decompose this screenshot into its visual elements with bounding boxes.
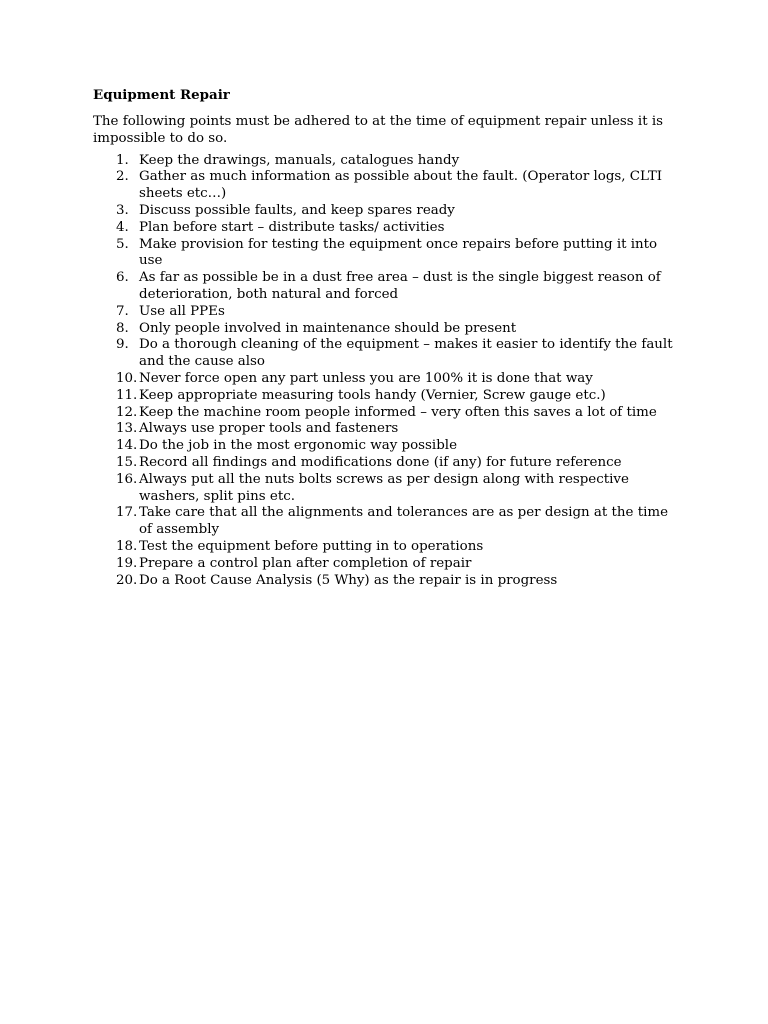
list-item [93, 321, 683, 338]
list-item-text: Never force open any part unless you are 100% it is done that way [139, 370, 593, 386]
list-item-number: 19. [116, 555, 138, 571]
list-item [93, 505, 683, 539]
list-item [93, 405, 683, 422]
list-item [93, 472, 683, 506]
list-item [93, 169, 683, 203]
list-item-text: Gather as much information as possible about the fault. (Operator logs, CLTI sheets etc…) [139, 169, 663, 202]
list-item-text: Use all PPEs [139, 303, 225, 319]
list-item [93, 270, 683, 304]
list-item [93, 237, 683, 271]
list-item [93, 573, 683, 590]
list-item-text: Make provision for testing the equipment once repairs before putting it into use [139, 236, 658, 269]
list-item [93, 337, 683, 371]
list-item-number: 18. [116, 538, 138, 554]
list-item-text: Keep the machine room people informed – very often this saves a lot of time [139, 404, 657, 420]
list-item-text: Always use proper tools and fasteners [139, 421, 399, 437]
list-item-number: 13. [116, 421, 138, 437]
list-item-number: 12. [116, 404, 138, 420]
list-item-text: Always put all the nuts bolts screws as per design along with respective washers, split pins etc. [139, 471, 629, 504]
list-item [93, 539, 683, 556]
list-item-number: 9. [116, 337, 129, 353]
list-item-text: Only people involved in maintenance should be present [139, 320, 517, 336]
list-item-number: 15. [116, 454, 138, 470]
list-item [93, 304, 683, 321]
list-item [93, 388, 683, 405]
list-item [93, 455, 683, 472]
intro-paragraph: The following points must be adhered to at the time of equipment repair unless it is impossible to do so. [93, 114, 664, 146]
list-item-text: Record all findings and modifications done (if any) for future reference [139, 454, 622, 470]
list-item [93, 421, 683, 438]
list-item [93, 153, 683, 170]
list-item-text: Plan before start – distribute tasks/ activities [139, 219, 445, 235]
list-item-number: 5. [116, 236, 129, 252]
list-item-number: 6. [116, 270, 129, 286]
list-item-text: Do a Root Cause Analysis (5 Why) as the repair is in progress [139, 572, 558, 588]
document-title: Equipment Repair [93, 87, 230, 103]
list-item-text: Keep appropriate measuring tools handy (Vernier, Screw gauge etc.) [139, 387, 606, 403]
list-item-number: 8. [116, 320, 129, 336]
list-item-number: 14. [116, 438, 138, 454]
list-item [93, 371, 683, 388]
list-item-number: 11. [116, 387, 138, 403]
list-item-text: Prepare a control plan after completion of repair [139, 555, 472, 571]
list-item-number: 20. [116, 572, 138, 588]
list-item-text: Take care that all the alignments and tolerances are as per design at the time of assembly [139, 505, 669, 538]
list-item-text: Discuss possible faults, and keep spares ready [139, 202, 455, 218]
list-item-number: 17. [116, 505, 138, 521]
list-item [93, 220, 683, 237]
list-item [93, 556, 683, 573]
list-item-text: Do the job in the most ergonomic way possible [139, 438, 457, 454]
repair-steps-list [93, 153, 683, 590]
list-item-text: Do a thorough cleaning of the equipment – makes it easier to identify the fault and the cause also [139, 337, 673, 370]
list-item-number: 1. [116, 152, 129, 168]
document-body [93, 86, 683, 589]
list-item-text: Test the equipment before putting in to operations [139, 538, 484, 554]
list-item-number: 16. [116, 471, 138, 487]
list-item-number: 3. [116, 202, 129, 218]
list-item-text: As far as possible be in a dust free area – dust is the single biggest reason of deterioration, both natural and forced [139, 270, 661, 302]
list-item-number: 2. [116, 169, 129, 185]
list-item-number: 4. [116, 219, 129, 235]
list-item [93, 438, 683, 455]
list-item-text: Keep the drawings, manuals, catalogues handy [139, 152, 460, 168]
list-item-number: 10. [116, 370, 138, 386]
list-item [93, 203, 683, 220]
list-item-number: 7. [116, 303, 129, 319]
